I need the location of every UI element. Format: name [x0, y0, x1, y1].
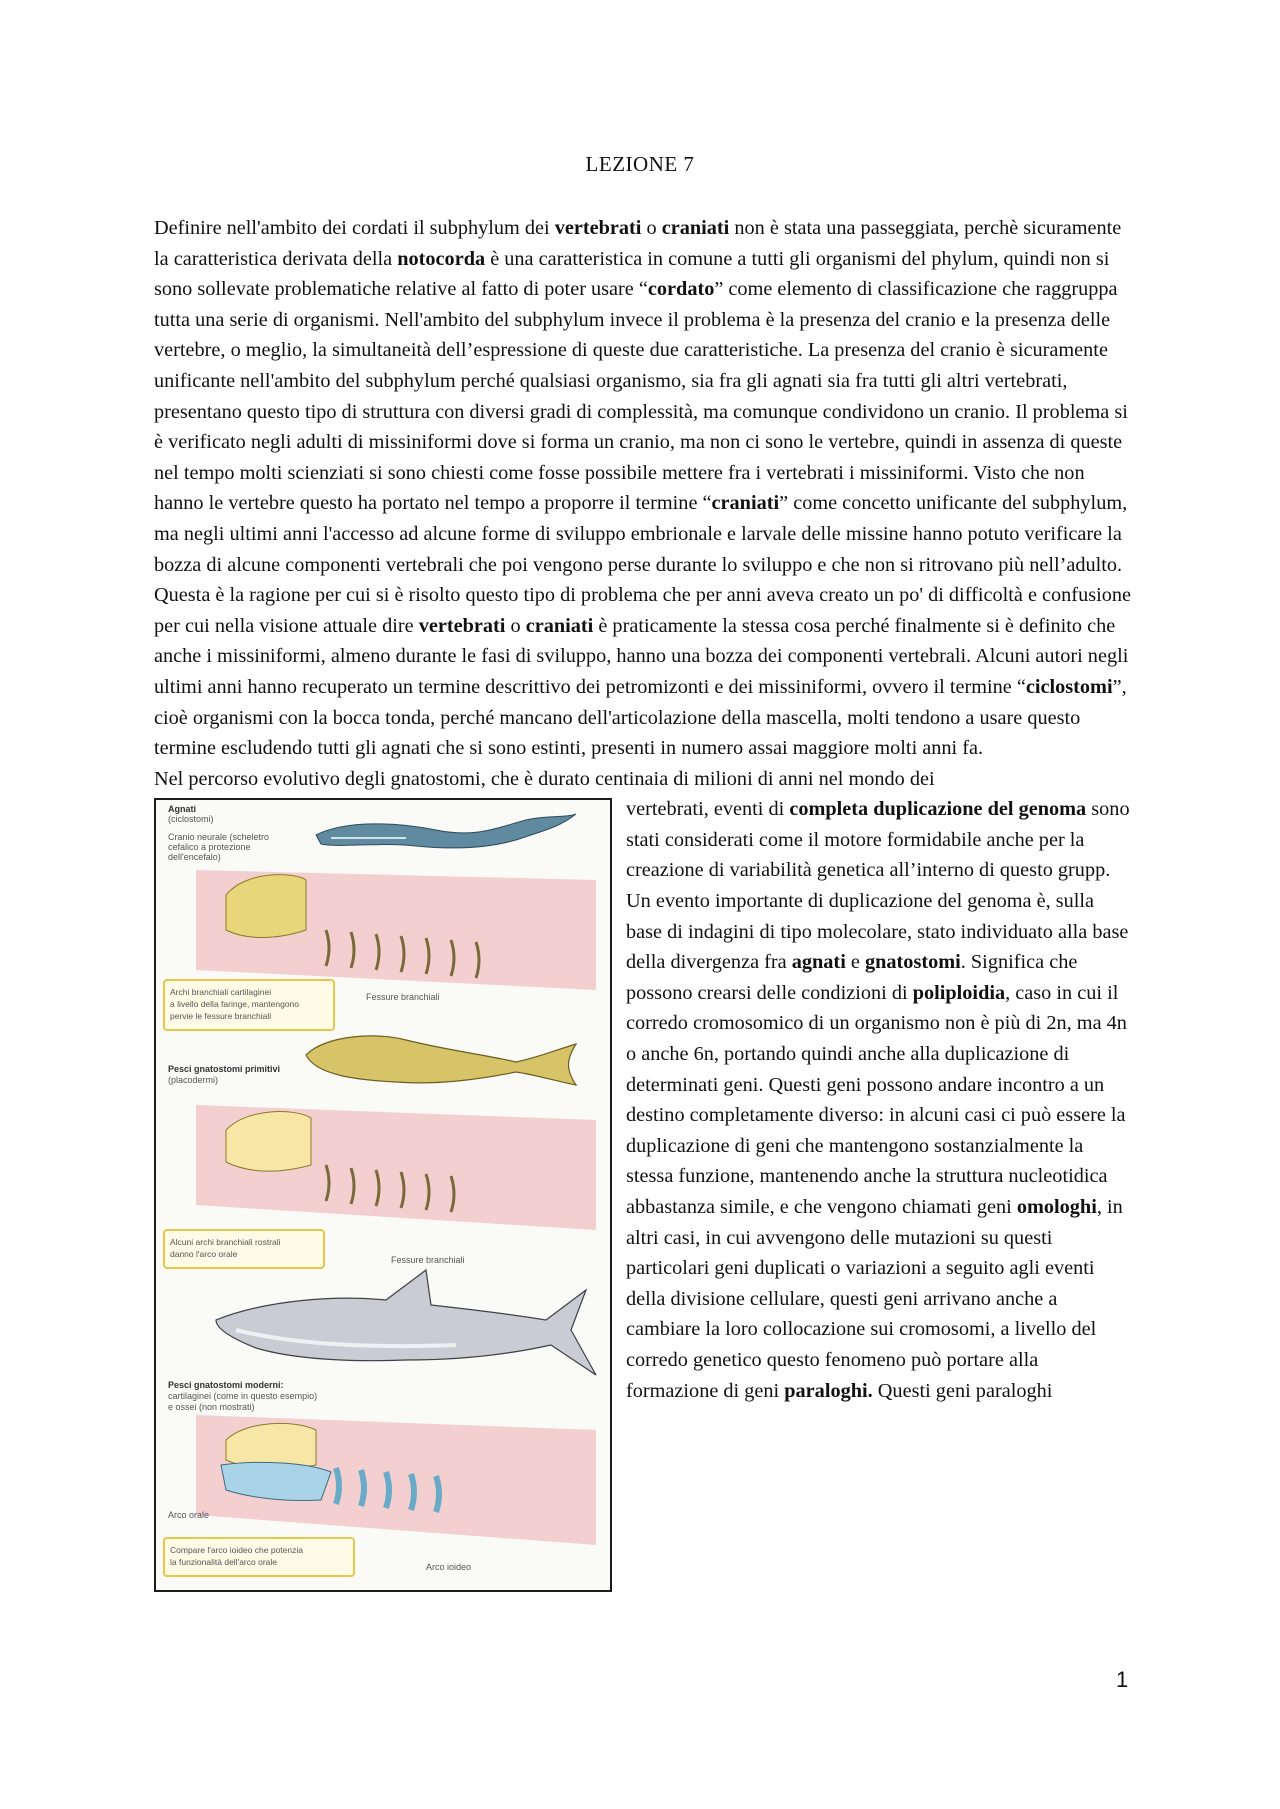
primitivi-title: Pesci gnatostomi primitivi	[168, 1064, 281, 1075]
text-run: è praticamente la stessa cosa perché finalmente si è definito che anche i missiniformi, almeno durante le fasi di sviluppo, hanno una bozza dei componenti vertebrali. Alcuni autori negli ultimi anni hanno recuperato un termine descrittivo dei petromizonti e dei missiniformi, ovvero il termine “	[154, 614, 1129, 698]
bold-term: notocorda	[397, 247, 486, 270]
text-run: è una caratteristica in comune a tutti gli organismi del phylum, quindi non si sono sollevate problematiche relative al fatto di poter usare “	[154, 247, 1110, 301]
figure-illustration	[156, 800, 610, 1590]
archi-note-text-2: a livello della faringe, mantengono	[170, 999, 300, 1010]
bold-term: craniati	[711, 492, 780, 515]
agnati-title: Agnati	[168, 804, 196, 815]
bold-term: agnati	[791, 951, 846, 974]
arco-orale-label: Arco orale	[168, 1510, 210, 1521]
text-run: ” come elemento di classificazione che raggruppa tutta una serie di organismi. Nell'ambito del subphylum invece il problema è la presenza del cranio e la presenza delle vertebre, o meglio, la simultaneità dell’espressione di queste due caratteristiche. La presenza del cranio è sicuramente unificante nell'ambito del subphylum perché qualsiasi organismo, sia fra gli agnati sia fra tutti gli altri vertebrati, presentano questo tipo di struttura con diversi gradi di complessità, ma comunque condividono un cranio. Il problema si è verificato negli adulti di missiniformi dove si forma un cranio, ma non ci sono le vertebre, quindi in assenza di queste nel tempo molti scienziati si sono chiesti come fosse possibile mettere fra i vertebrati i missiniformi. Visto che non hanno le vertebre questo ha portato nel tempo a proporre il termine “	[154, 278, 1128, 515]
bold-term: craniati	[661, 217, 730, 239]
text-run: , in altri casi, in cui avvengono delle mutazioni su questi particolari geni duplicati o variazioni a seguito agli eventi della divisione cellulare, questi geni arrivano anche a cambiare la loro collocazione sui cromosomi, a livello del corredo genetico questo fenomeno può portare alla formazione di geni	[626, 1196, 1123, 1402]
bold-term: ciclostomi	[1025, 675, 1113, 698]
paragraph-vertebrati	[154, 213, 1132, 764]
fessure-label-1: Fessure branchiali	[366, 992, 440, 1003]
compare-note-text-1: Compare l'arco ioideo che potenzia	[170, 1545, 303, 1556]
cranio-label-2: cefalico a protezione	[168, 842, 251, 853]
agnati-cranium	[226, 875, 306, 938]
moderni-subtitle-1: cartilaginei (come in questo esempio)	[168, 1391, 318, 1402]
cranio-label: Cranio neurale (scheletro	[168, 832, 270, 843]
bold-term: omologhi	[1016, 1196, 1097, 1218]
text-run: Definire nell'ambito dei cordati il subphylum dei	[154, 217, 555, 239]
placoderm-cranium	[226, 1112, 311, 1172]
bold-term: vertebrati	[554, 217, 642, 239]
text-run: o	[505, 614, 526, 637]
document-body	[154, 213, 1132, 1596]
shark-illustration	[216, 1270, 596, 1375]
text-run: o	[641, 217, 662, 239]
text-run: vertebrati, eventi di	[626, 798, 790, 821]
lamprey-illustration	[316, 814, 576, 848]
bold-term: craniati	[525, 614, 594, 637]
evolution-figure	[154, 798, 612, 1592]
text-run: sono stati considerati come il motore formidabile anche per la creazione di variabilità genetica all’interno di questo grupp. Un evento importante di duplicazione del genoma è, sulla base di indagini di tipo molecolare, stato individuato alla base della divergenza fra	[626, 798, 1130, 974]
alcuni-note-text-1: Alcuni archi branchiali rostrali	[170, 1237, 281, 1248]
cranio-label-3: dell'encefalo)	[168, 852, 221, 863]
fessure-label-2: Fessure branchiali	[391, 1255, 465, 1266]
archi-note-text-1: Archi branchiali cartilaginei	[170, 987, 272, 998]
paragraph-gnatostomi-intro: Nel percorso evolutivo degli gnatostomi, che è durato centinaia di milioni di anni nel mondo dei	[154, 767, 935, 790]
bold-term: paraloghi.	[784, 1379, 873, 1402]
arco-ioideo-label: Arco ioideo	[426, 1562, 472, 1573]
text-run: ” come concetto unificante del subphylum, ma negli ultimi anni l'accesso ad alcune forme di sviluppo embrionale e larvale delle missine hanno potuto verificare la bozza di alcune componenti vertebrali che poi vengono perse durante lo sviluppo e che non si ritrovano più nell’adulto. Questa è la ragione per cui si è risolto questo tipo di problema che per anni aveva creato un po' di difficoltà e confusione per cui nella visione attuale dire	[154, 492, 1132, 637]
primitivi-subtitle: (placodermi)	[168, 1075, 219, 1086]
page-number: 1	[1116, 1667, 1129, 1692]
moderni-title: Pesci gnatostomi moderni:	[168, 1380, 284, 1391]
alcuni-note-text-2: danno l'arco orale	[170, 1249, 238, 1260]
bold-term: gnatostomi	[864, 951, 961, 974]
text-run: , caso in cui il corredo cromosomico di un organismo non è più di 2n, ma 4n o anche 6n, portando quindi anche alla duplicazione di determinati geni. Questi geni possono andare incontro a un destino completamente diverso: in alcuni casi ci può essere la duplicazione di geni che mantengono sostanzialmente la stessa funzione, mantenendo anche la struttura nucleotidica abbastanza simile, e che vengono chiamati geni	[626, 981, 1127, 1218]
bold-term: completa duplicazione del genoma	[789, 798, 1087, 821]
text-run: e	[845, 951, 865, 974]
bold-term: vertebrati	[418, 614, 506, 637]
placoderm-illustration	[306, 1036, 576, 1085]
text-run: . Significa che possono crearsi delle condizioni di	[626, 951, 1078, 1004]
text-run: ”, cioè organismi con la bocca tonda, perché mancano dell'articolazione della mascella, molti tendono a usare questo termine escludendo tutti gli agnati che si sono estinti, presenti in numero assai maggiore molti anni fa.	[154, 675, 1127, 760]
agnati-subtitle: (ciclostomi)	[168, 814, 214, 825]
bold-term: cordato	[647, 278, 715, 301]
text-run: Questi geni paraloghi	[872, 1379, 1053, 1402]
compare-note-text-2: la funzionalità dell'arco orale	[170, 1557, 277, 1568]
page-title: LEZIONE 7	[585, 152, 695, 176]
bold-term: poliploidia	[912, 981, 1006, 1004]
archi-note-text-3: pervie le fessure branchiali	[170, 1011, 272, 1022]
moderni-subtitle-2: e ossei (non mostrati)	[168, 1402, 255, 1413]
text-run: non è stata una passeggiata, perchè sicuramente la caratteristica derivata della	[154, 217, 1122, 270]
